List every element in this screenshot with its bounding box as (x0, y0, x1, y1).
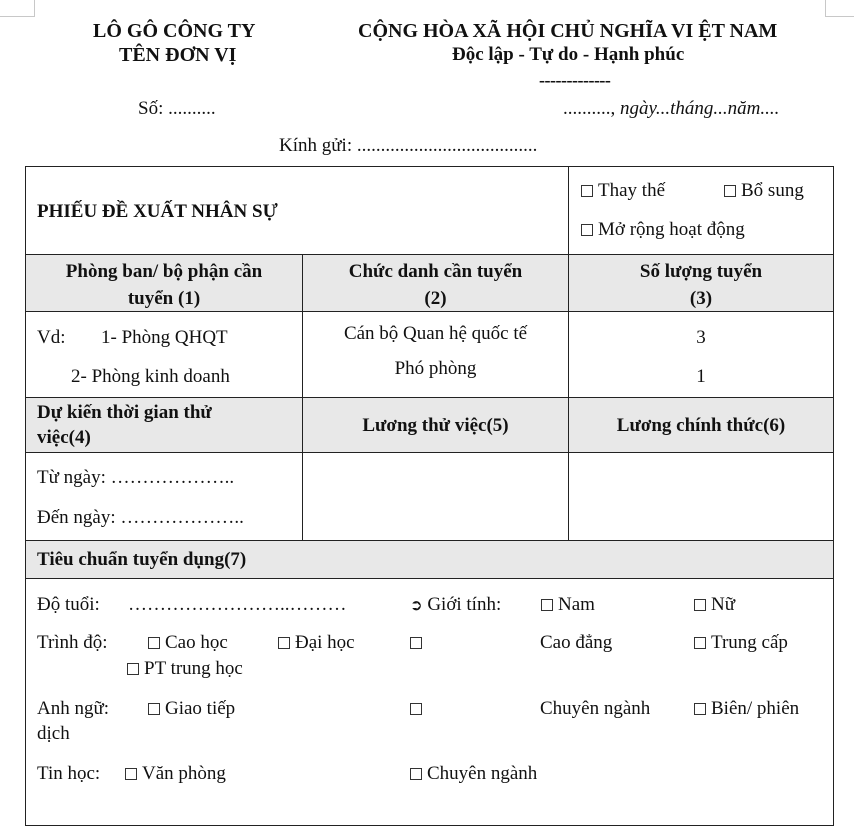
english-label: Anh ngữ: (37, 698, 110, 719)
checkbox-icon[interactable] (724, 185, 736, 197)
row-divider (26, 578, 833, 579)
recipient-line: Kính gửi: ...................................... (279, 135, 538, 156)
col-header-position (303, 258, 568, 312)
probation-salary-field[interactable] (303, 453, 568, 540)
personnel-request-table (25, 166, 834, 826)
education-label: Trình độ: (37, 632, 108, 653)
english-option-specialized-checkbox[interactable] (410, 698, 427, 720)
national-motto: Độc lập - Tự do - Hạnh phúc (452, 44, 685, 65)
option-label: Văn phòng (142, 763, 226, 784)
unit-name-label: TÊN ĐƠN VỊ (119, 44, 237, 66)
form-title: PHIẾU ĐỀ XUẤT NHÂN SỰ (37, 201, 278, 222)
example-prefix: Vd: (37, 327, 66, 348)
header-line: việc(4) (37, 427, 91, 448)
checkbox-icon[interactable] (581, 185, 593, 197)
option-label: Đại học (295, 632, 355, 653)
header-line: Dự kiến thời gian thử (37, 402, 212, 423)
header-separator: ------------- (539, 70, 611, 90)
company-logo-label: LÔ GÔ CÔNG TY (93, 20, 256, 42)
crop-mark-top-right (825, 0, 854, 17)
official-salary-field[interactable] (569, 453, 833, 540)
it-option-office[interactable] (125, 763, 226, 785)
checkbox-icon[interactable] (148, 703, 160, 715)
checkbox-icon[interactable] (694, 703, 706, 715)
row-divider (26, 397, 833, 398)
col-divider (568, 167, 569, 255)
education-option-intermediate[interactable] (694, 632, 788, 654)
arrow-icon: ➲ (410, 596, 423, 614)
gender-label: Giới tính: (427, 594, 502, 615)
option-label: PT trung học (144, 658, 243, 679)
to-date-field[interactable]: Đến ngày: ……………….. (37, 507, 244, 528)
it-option-specialized[interactable] (410, 763, 537, 785)
option-label: Giao tiếp (165, 698, 236, 719)
checkbox-icon[interactable] (410, 703, 422, 715)
col-header-department (26, 258, 302, 312)
checkbox-icon[interactable] (410, 637, 422, 649)
option-replace[interactable] (581, 180, 665, 202)
row-divider (26, 254, 833, 255)
checkbox-icon[interactable] (694, 637, 706, 649)
gender-option-male[interactable] (541, 594, 595, 616)
option-label: Trung cấp (711, 632, 788, 653)
option-label: Nữ (711, 594, 736, 615)
option-label: Biên/ phiên (711, 698, 800, 719)
english-option-communication[interactable] (148, 698, 235, 720)
header-line: (3) (689, 288, 713, 309)
gender-option-female[interactable] (694, 594, 735, 616)
option-label: Thay thế (598, 180, 666, 201)
from-date-field[interactable]: Từ ngày: ……………….. (37, 467, 235, 488)
checkbox-icon[interactable] (127, 663, 139, 675)
criteria-title: Tiêu chuẩn tuyển dụng(7) (37, 549, 247, 570)
english-wrap-text: dịch (37, 723, 70, 744)
age-field[interactable]: ……………………..……… (128, 594, 347, 615)
document-number: Số: .......... (138, 98, 216, 119)
checkbox-icon[interactable] (694, 599, 706, 611)
checkbox-icon[interactable] (125, 768, 137, 780)
col-header-probation-period (37, 400, 287, 450)
header-line: Chức danh cần tuyển (348, 261, 523, 282)
example-dept-1: 1- Phòng QHQT (101, 327, 228, 348)
header-line: (2) (424, 288, 447, 309)
row-divider (26, 540, 833, 541)
age-label: Độ tuổi: (37, 594, 100, 615)
example-qty-1: 3 (696, 327, 706, 348)
example-title-2: Phó phòng (394, 358, 477, 379)
date-text: ngày...tháng...năm.... (620, 98, 780, 119)
checkbox-icon[interactable] (148, 637, 160, 649)
crop-mark-top-left (0, 0, 35, 17)
checkbox-icon[interactable] (581, 224, 593, 236)
it-label: Tin học: (37, 763, 101, 784)
date-line (563, 98, 779, 120)
col-header-probation-salary: Lương thử việc(5) (362, 415, 509, 436)
gender-group (410, 594, 501, 616)
option-expand[interactable] (581, 219, 745, 241)
example-dept-2: 2- Phòng kinh doanh (71, 366, 230, 387)
example-title-1: Cán bộ Quan hệ quốc tế (343, 323, 528, 344)
english-option-specialized: Chuyên ngành (540, 698, 651, 719)
option-label: Cao học (165, 632, 228, 653)
example-qty-2: 1 (696, 366, 706, 387)
col-header-official-salary: Lương chính thức(6) (616, 415, 786, 436)
checkbox-icon[interactable] (541, 599, 553, 611)
education-option-master[interactable] (148, 632, 228, 654)
checkbox-icon[interactable] (410, 768, 422, 780)
option-label: Bổ sung (741, 180, 804, 201)
option-label: Mở rộng hoạt động (598, 219, 745, 240)
checkbox-icon[interactable] (278, 637, 290, 649)
header-line: Số lượng tuyển (639, 261, 763, 282)
english-option-translation[interactable] (694, 698, 799, 720)
date-place: .........., (563, 98, 616, 119)
national-title: CỘNG HÒA XÃ HỘI CHỦ NGHĨA VI ỆT NAM (358, 20, 778, 42)
education-option-high-school[interactable] (127, 658, 243, 680)
education-option-college: Cao đẳng (540, 632, 613, 653)
option-label: Chuyên ngành (427, 763, 538, 784)
header-line: tuyển (1) (127, 288, 201, 309)
education-option-university[interactable] (278, 632, 355, 654)
option-label: Nam (558, 594, 595, 615)
col-header-quantity (569, 258, 833, 312)
education-option-college-checkbox[interactable] (410, 632, 427, 654)
option-supplement[interactable] (724, 180, 804, 202)
header-line: Phòng ban/ bộ phận cần (65, 261, 263, 282)
